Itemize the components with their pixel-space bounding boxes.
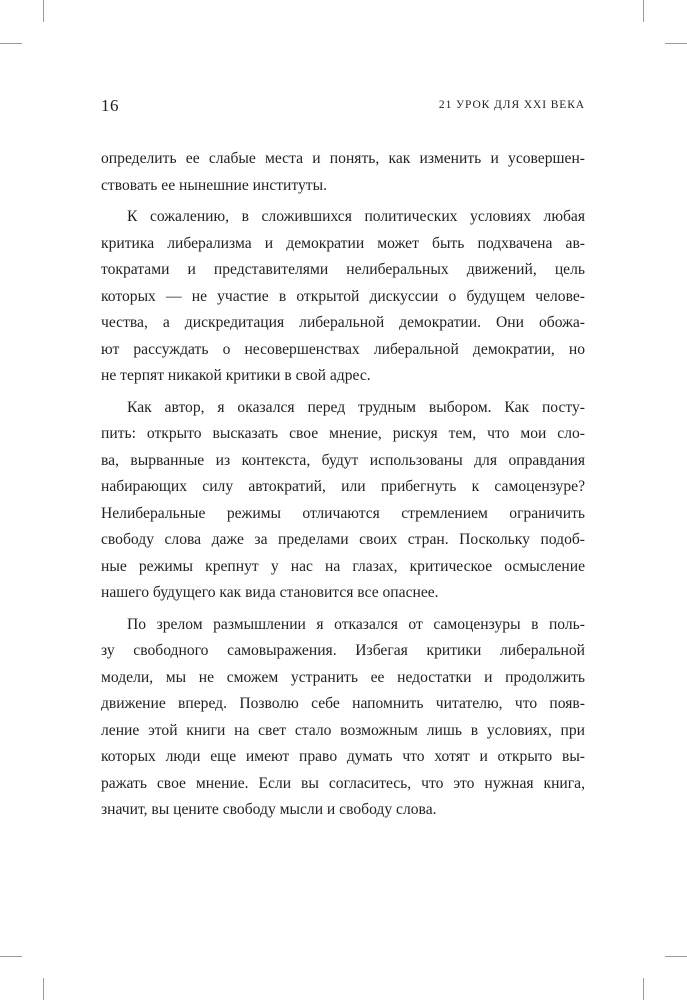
paragraph [101, 395, 585, 607]
text-line: не терпят никакой критики в свой адрес. [101, 367, 371, 384]
text-line: чества, а дискредитация либеральной демократии. Они обожа- [101, 314, 585, 331]
paragraph [101, 612, 585, 824]
text-line: ва, вырванные из контекста, будут использованы для оправдания [101, 451, 585, 469]
text-line: ление этой книги на свет стало возможным лишь в условиях, при [101, 721, 585, 739]
text-line: модели, мы не сможем устранить ее недостатки и продолжить [101, 668, 585, 686]
page-number: 16 [101, 96, 119, 115]
crop-mark-left-bottom [0, 956, 22, 957]
crop-mark-bottom-left [43, 978, 44, 1000]
crop-mark-left-top [0, 43, 22, 44]
crop-mark-top-right [643, 0, 644, 22]
crop-mark-right-top [665, 43, 687, 44]
text-line: движение вперед. Позволю себе напомнить читателю, что появ- [101, 695, 585, 712]
text-line: набирающих силу автократий, или прибегнуть к самоцензуре? [101, 478, 585, 495]
text-line: свободу слова даже за пределами своих стран. Поскольку подоб- [101, 531, 585, 548]
paragraph [101, 204, 585, 390]
crop-mark-right-bottom [665, 956, 687, 957]
text-line: пить: открыто высказать свое мнение, рискуя тем, что мои сло- [101, 425, 585, 442]
text-line: которых — не участие в открытой дискуссии о будущем челове- [101, 287, 585, 305]
text-line: критика либерализма и демократии может быть подхвачена ав- [101, 234, 585, 252]
text-line: Как автор, я оказался перед трудным выбором. Как посту- [127, 398, 585, 416]
running-title: 21 УРОК ДЛЯ XXI ВЕКА [438, 99, 585, 111]
body-text [101, 146, 585, 829]
text-line: тократами и представителями нелиберальных движений, цель [101, 261, 585, 278]
text-line: зу свободного самовыражения. Избегая критики либеральной [101, 642, 585, 659]
text-line: ные режимы крепнут у нас на глазах, критическое осмысление [101, 557, 585, 575]
text-line: определить ее слабые места и понять, как изменить и усовершен- [101, 150, 585, 167]
crop-mark-top-left [43, 0, 44, 22]
text-line: нашего будущего как вида становится все опаснее. [101, 584, 439, 601]
text-line: К сожалению, в сложившихся политических условиях любая [127, 208, 585, 225]
paragraph [101, 146, 585, 199]
text-line: которых люди еще имеют право думать что хотят и открыто вы- [101, 748, 585, 765]
text-line: ствовать ее нынешние институты. [101, 176, 328, 194]
text-line: ражать свое мнение. Если вы согласитесь, что это нужная книга, [101, 774, 585, 792]
text-line: значит, вы цените свободу мысли и свободу слова. [101, 801, 437, 818]
crop-mark-bottom-right [643, 978, 644, 1000]
text-line: По зрелом размышлении я отказался от самоцензуры в поль- [127, 615, 585, 633]
text-line: Нелиберальные режимы отличаются стремлением ограничить [101, 504, 585, 522]
text-line: ют рассуждать о несовершенствах либеральной демократии, но [101, 340, 585, 358]
